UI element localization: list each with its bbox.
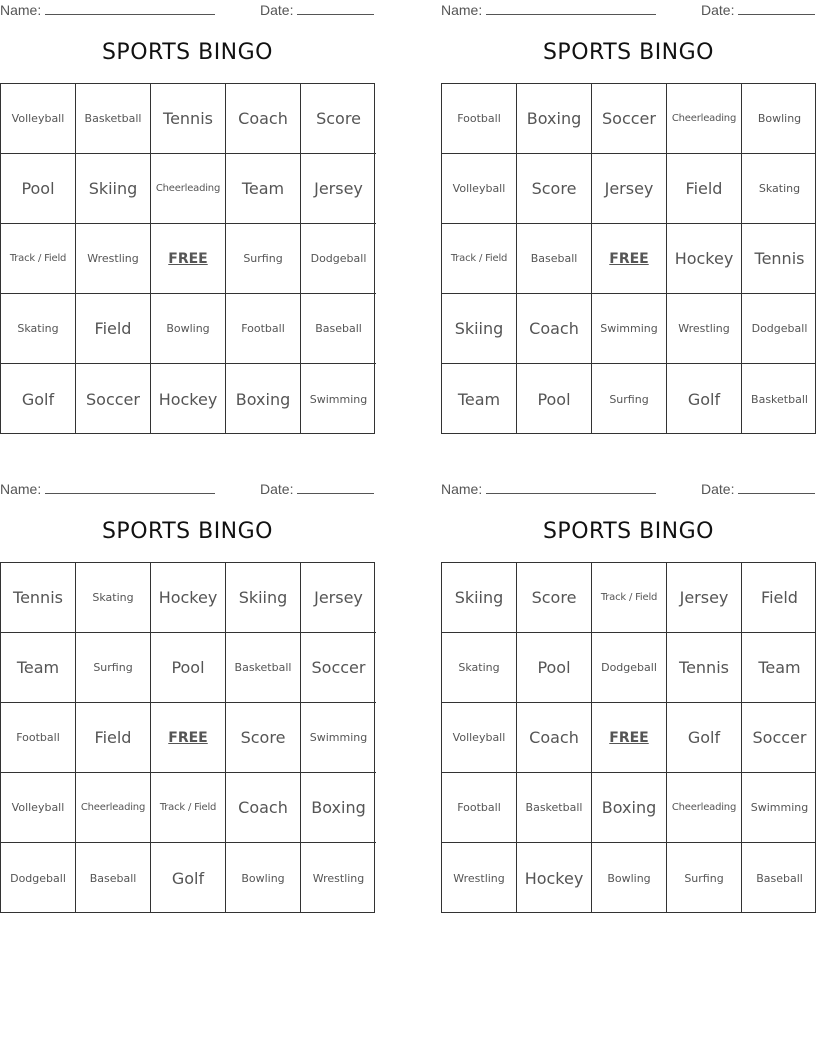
bingo-cell[interactable]: Cheerleading [76, 773, 151, 843]
bingo-cell[interactable]: Wrestling [76, 224, 151, 294]
bingo-cell[interactable]: Bowling [742, 84, 816, 154]
name-label: Name: [0, 481, 42, 497]
bingo-cell[interactable]: Surfing [667, 843, 742, 913]
bingo-cell[interactable]: Baseball [301, 294, 376, 364]
bingo-cell[interactable]: Skiing [76, 154, 151, 224]
bingo-cell[interactable]: Team [442, 364, 517, 434]
bingo-cell[interactable]: Surfing [226, 224, 301, 294]
name-field[interactable] [441, 481, 656, 497]
name-label: Name: [0, 2, 42, 18]
bingo-cell[interactable]: Field [667, 154, 742, 224]
bingo-cell[interactable]: Basketball [751, 392, 808, 406]
bingo-cell[interactable]: Swimming [309, 392, 368, 406]
bingo-cell[interactable]: Swimming [742, 773, 816, 843]
name-field[interactable] [0, 2, 215, 18]
bingo-cell[interactable]: Soccer [742, 703, 816, 773]
date-label: Date: [260, 2, 294, 18]
bingo-cell[interactable]: Team [226, 154, 301, 224]
date-field[interactable] [260, 481, 374, 497]
bingo-cell[interactable]: Surfing [592, 364, 667, 434]
free-space[interactable]: FREE [151, 224, 226, 294]
bingo-cell[interactable]: Pool [517, 364, 592, 434]
bingo-cell[interactable]: Team [742, 633, 816, 703]
bingo-cell[interactable]: Skiing [442, 563, 517, 633]
bingo-cell[interactable]: Hockey [517, 843, 592, 913]
bingo-cell[interactable]: Football [1, 703, 76, 773]
bingo-cell[interactable]: Basketball [76, 84, 151, 154]
bingo-cell[interactable]: Pool [151, 633, 226, 703]
card-title: SPORTS BINGO [101, 40, 274, 65]
bingo-cell[interactable]: Hockey [667, 224, 742, 294]
bingo-cell[interactable]: Volleyball [442, 703, 517, 773]
bingo-cell[interactable]: Cheerleading [667, 773, 742, 843]
bingo-cell[interactable]: Skating [742, 154, 816, 224]
bingo-cell[interactable]: Wrestling [312, 871, 365, 885]
date-field[interactable] [260, 2, 374, 18]
bingo-cell[interactable]: Wrestling [667, 294, 742, 364]
bingo-cell[interactable]: Football [442, 773, 517, 843]
bingo-cell[interactable]: Dodgeball [301, 224, 376, 294]
bingo-cell[interactable]: Soccer [76, 364, 151, 434]
card-title: SPORTS BINGO [542, 519, 715, 544]
name-line[interactable] [486, 2, 656, 15]
bingo-cell[interactable]: Dodgeball [1, 843, 76, 913]
date-line[interactable] [297, 481, 374, 494]
date-label: Date: [701, 481, 735, 497]
date-field[interactable] [701, 2, 815, 18]
card-title: SPORTS BINGO [542, 40, 715, 65]
bingo-cell[interactable]: Jersey [301, 563, 376, 633]
bingo-cell[interactable]: Coach [517, 703, 592, 773]
bingo-cell[interactable]: Bowling [592, 843, 667, 913]
bingo-cell[interactable]: Dodgeball [742, 294, 816, 364]
bingo-cell[interactable]: Cheerleading [151, 154, 226, 224]
bingo-grid [0, 562, 375, 913]
bingo-cell[interactable]: Skiing [442, 294, 517, 364]
bingo-cell[interactable]: Golf [151, 843, 226, 913]
free-space[interactable]: FREE [151, 703, 226, 773]
bingo-cell[interactable]: Surfing [76, 633, 151, 703]
bingo-cell[interactable]: Team [1, 633, 76, 703]
name-line[interactable] [45, 2, 215, 15]
bingo-cell[interactable]: Football [226, 294, 301, 364]
name-line[interactable] [486, 481, 656, 494]
bingo-card [0, 479, 375, 909]
bingo-cell[interactable]: Golf [667, 364, 742, 434]
bingo-cell[interactable]: Hockey [151, 563, 226, 633]
bingo-cell[interactable]: Track / Field [1, 224, 76, 294]
bingo-cell[interactable]: Hockey [151, 364, 226, 434]
bingo-cell[interactable]: Golf [1, 364, 76, 434]
bingo-cell[interactable]: Boxing [226, 364, 301, 434]
bingo-cell[interactable]: Football [442, 84, 517, 154]
bingo-cell[interactable]: Track / Field [442, 224, 517, 294]
date-line[interactable] [297, 2, 374, 15]
bingo-cell[interactable]: Wrestling [442, 843, 517, 913]
bingo-card [441, 0, 816, 430]
free-space[interactable]: FREE [592, 703, 667, 773]
bingo-card [441, 479, 816, 909]
bingo-cell[interactable]: Field [76, 703, 151, 773]
bingo-cell[interactable]: Field [76, 294, 151, 364]
bingo-cell[interactable]: Pool [1, 154, 76, 224]
bingo-cell[interactable]: Bowling [151, 294, 226, 364]
bingo-cell[interactable]: Coach [226, 773, 301, 843]
bingo-card [0, 0, 375, 430]
bingo-cell[interactable]: Skating [76, 563, 151, 633]
name-field[interactable] [441, 2, 656, 18]
card-title: SPORTS BINGO [101, 519, 274, 544]
date-label: Date: [701, 2, 735, 18]
bingo-cell[interactable]: Volleyball [1, 84, 76, 154]
bingo-cell[interactable]: Boxing [301, 773, 376, 843]
bingo-cell[interactable]: Basketball [226, 633, 301, 703]
bingo-cell[interactable]: Baseball [756, 871, 803, 885]
bingo-cell[interactable]: Swimming [301, 703, 376, 773]
date-field[interactable] [701, 481, 815, 497]
bingo-cell[interactable]: Tennis [1, 563, 76, 633]
bingo-cell[interactable]: Score [226, 703, 301, 773]
bingo-grid [441, 562, 816, 913]
name-label: Name: [441, 2, 483, 18]
bingo-cell[interactable]: Field [742, 563, 816, 633]
bingo-cell[interactable]: Cheerleading [667, 84, 742, 154]
bingo-cell[interactable]: Bowling [226, 843, 301, 913]
bingo-grid [441, 83, 816, 434]
bingo-cell[interactable]: Soccer [301, 633, 376, 703]
name-field[interactable] [0, 481, 215, 497]
bingo-cell[interactable]: Baseball [76, 843, 151, 913]
bingo-grid [0, 83, 375, 434]
bingo-cell[interactable]: Skiing [226, 563, 301, 633]
bingo-cell[interactable]: Jersey [667, 563, 742, 633]
bingo-cell[interactable]: Boxing [517, 84, 592, 154]
free-space[interactable]: FREE [592, 224, 667, 294]
bingo-cell[interactable]: Soccer [592, 84, 667, 154]
date-label: Date: [260, 481, 294, 497]
bingo-cell[interactable]: Pool [517, 633, 592, 703]
bingo-cell[interactable]: Boxing [592, 773, 667, 843]
date-line[interactable] [738, 2, 815, 15]
bingo-cell[interactable]: Coach [517, 294, 592, 364]
bingo-cell[interactable]: Golf [667, 703, 742, 773]
bingo-cell[interactable]: Basketball [517, 773, 592, 843]
bingo-cell[interactable]: Jersey [301, 154, 376, 224]
name-date-header [441, 2, 816, 20]
bingo-cell[interactable]: Volleyball [1, 773, 76, 843]
bingo-cell[interactable]: Baseball [517, 224, 592, 294]
bingo-cell[interactable]: Tennis [151, 84, 226, 154]
bingo-cell[interactable]: Skating [1, 294, 76, 364]
bingo-cell[interactable]: Dodgeball [592, 633, 667, 703]
date-line[interactable] [738, 481, 815, 494]
bingo-cell[interactable]: Score [517, 563, 592, 633]
bingo-cell[interactable]: Skating [442, 633, 517, 703]
bingo-cell[interactable]: Swimming [592, 294, 667, 364]
bingo-cell[interactable]: Score [517, 154, 592, 224]
bingo-cell[interactable]: Track / Field [151, 773, 226, 843]
name-date-header [441, 481, 816, 499]
bingo-cell[interactable]: Coach [226, 84, 301, 154]
bingo-cell[interactable]: Score [301, 84, 376, 154]
bingo-cell[interactable]: Jersey [592, 154, 667, 224]
bingo-cell[interactable]: Volleyball [442, 154, 517, 224]
bingo-cell[interactable]: Tennis [667, 633, 742, 703]
name-date-header [0, 481, 375, 499]
bingo-cell[interactable]: Tennis [742, 224, 816, 294]
name-line[interactable] [45, 481, 215, 494]
name-label: Name: [441, 481, 483, 497]
bingo-cell[interactable]: Track / Field [592, 563, 667, 633]
name-date-header [0, 2, 375, 20]
